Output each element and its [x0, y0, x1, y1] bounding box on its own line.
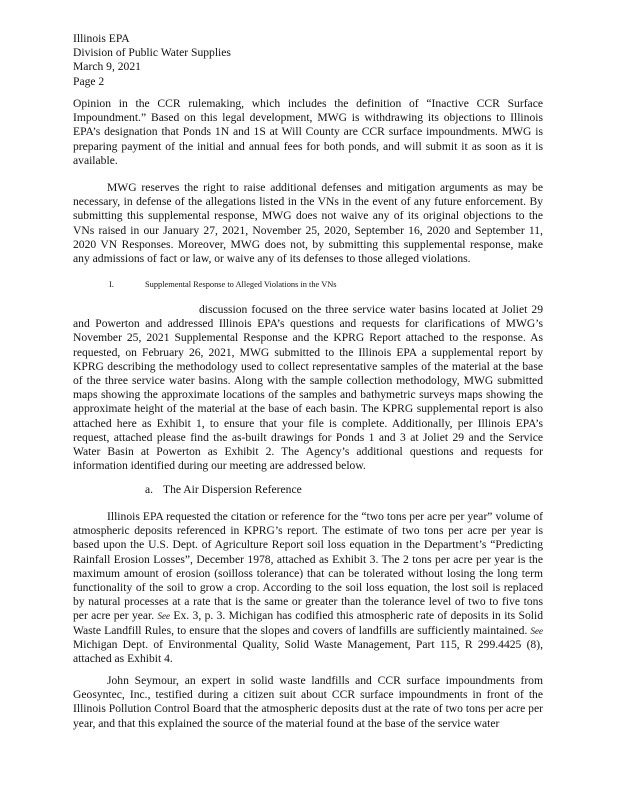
header-division: Division of Public Water Supplies — [73, 46, 231, 60]
section-heading — [109, 278, 543, 292]
subsection-heading — [145, 483, 302, 497]
header-date: March 9, 2021 — [73, 60, 141, 74]
paragraph-expert-testimony: John Seymour, an expert in solid waste landfills and CCR surface impoundments from Geosyntec, Inc., testified during a citizen suit about CCR surface impoundments in front of the Illinois Pollution Control Board that the atmospheric deposits dust at the rate of two tons per acre per year, and that this explained the source of the material found at the base of the service water — [73, 674, 543, 730]
paragraph-air-dispersion — [73, 510, 543, 666]
citation-see-2: See — [530, 625, 543, 636]
paragraph-ccr-rulemaking: Opinion in the CCR rulemaking, which includes the definition of “Inactive CCR Surface Impoundment.” Based on this legal development, MWG is withdrawing its objections to Illinois EPA’s designation that Ponds 1N and 1S at Will County are CCR surface impoundments. MWG is preparing payment of the initial and annual fees for both ponds, and will submit it as soon as it is available. — [73, 97, 543, 167]
subsection-title: The Air Dispersion Reference — [163, 483, 302, 496]
paragraph-reservation-of-rights: MWG reserves the right to raise additional defenses and mitigation arguments as may be necessary, in defense of the allegations listed in the VNs in the event of any future enforcement. By submitting this supplemental response, MWG does not waive any of its original objections to the VNs raised in our January 27, 2021, November 25, 2020, September 16, 2020 and September 11, 2020 VN Responses. Moreover, MWG does not, by submitting this supplemental response, make any admissions of fact or law, or waive any of its defenses to those alleged violations. — [73, 181, 543, 266]
header-organization: Illinois EPA — [73, 32, 130, 45]
subsection-label: a. — [145, 483, 154, 496]
air-dispersion-text-2: Ex. 3, p. 3. Michigan has codified this atmospheric rate of deposits in its Solid Waste Landfill Rules, to ensure that the slopes and covers of landfills are sufficiently maintained. — [73, 609, 544, 637]
section-title: Supplemental Response to Alleged Violations in the VNs — [145, 280, 337, 289]
air-dispersion-text-1: Illinois EPA requested the citation or reference for the “two tons per acre per year” volume of atmospheric deposits referenced in KPRG’s report. The estimate of two tons per acre per year is based upon the U.S. Dept. of Agriculture Report soil loss equation in the Department’s “Predicting Rainfall Erosion Losses”, December 1978, attached as Exhibit 3. The 2 tons per acre per year is the maximum amount of erosion (soilloss tolerance) that can be tolerated without losing the long term functionality of the soil to grow a crop. According to the soil loss equation, the lost soil is replaced by natural processes at a rate that is the same or greater than the tolerance level of two to five tons per acre per year. — [73, 510, 543, 623]
letter-header — [73, 32, 543, 89]
section-number: I. — [109, 280, 114, 289]
header-page-number: Page 2 — [73, 74, 105, 88]
paragraph-service-water-basins: discussion focused on the three service water basins located at Joliet 29 and Powerton and addressed Illinois EPA’s questions and requests for clarifications of MWG’s November 25, 2021 Supplemental Response and the KPRG Report attached to the response. As requested, on February 26, 2021, MWG submitted to the Illinois EPA a supplemental report by KPRG describing the methodology used to collect representative samples of the material at the base of the three service water basins. Along with the sample collection methodology, MWG submitted maps showing the approximate locations of the samples and bathymetric surveys maps showing the approximate height of the material at the base of each basin. The KPRG supplemental report is also attached here as Exhibit 1, to ensure that your file is complete. Additionally, per Illinois EPA’s request, attached please find the as-built drawings for Ponds 1 and 3 at Joliet 29 and the Service Water Basin at Powerton as Exhibit 2. The Agency’s additional questions and requests for information identified during our meeting are addressed below. — [73, 303, 543, 473]
air-dispersion-text-3: Michigan Dept. of Environmental Quality, Solid Waste Management, Part 115, R 299.4425 (8), attached as Exhibit 4. — [73, 637, 543, 666]
citation-see-1: See — [157, 611, 171, 622]
